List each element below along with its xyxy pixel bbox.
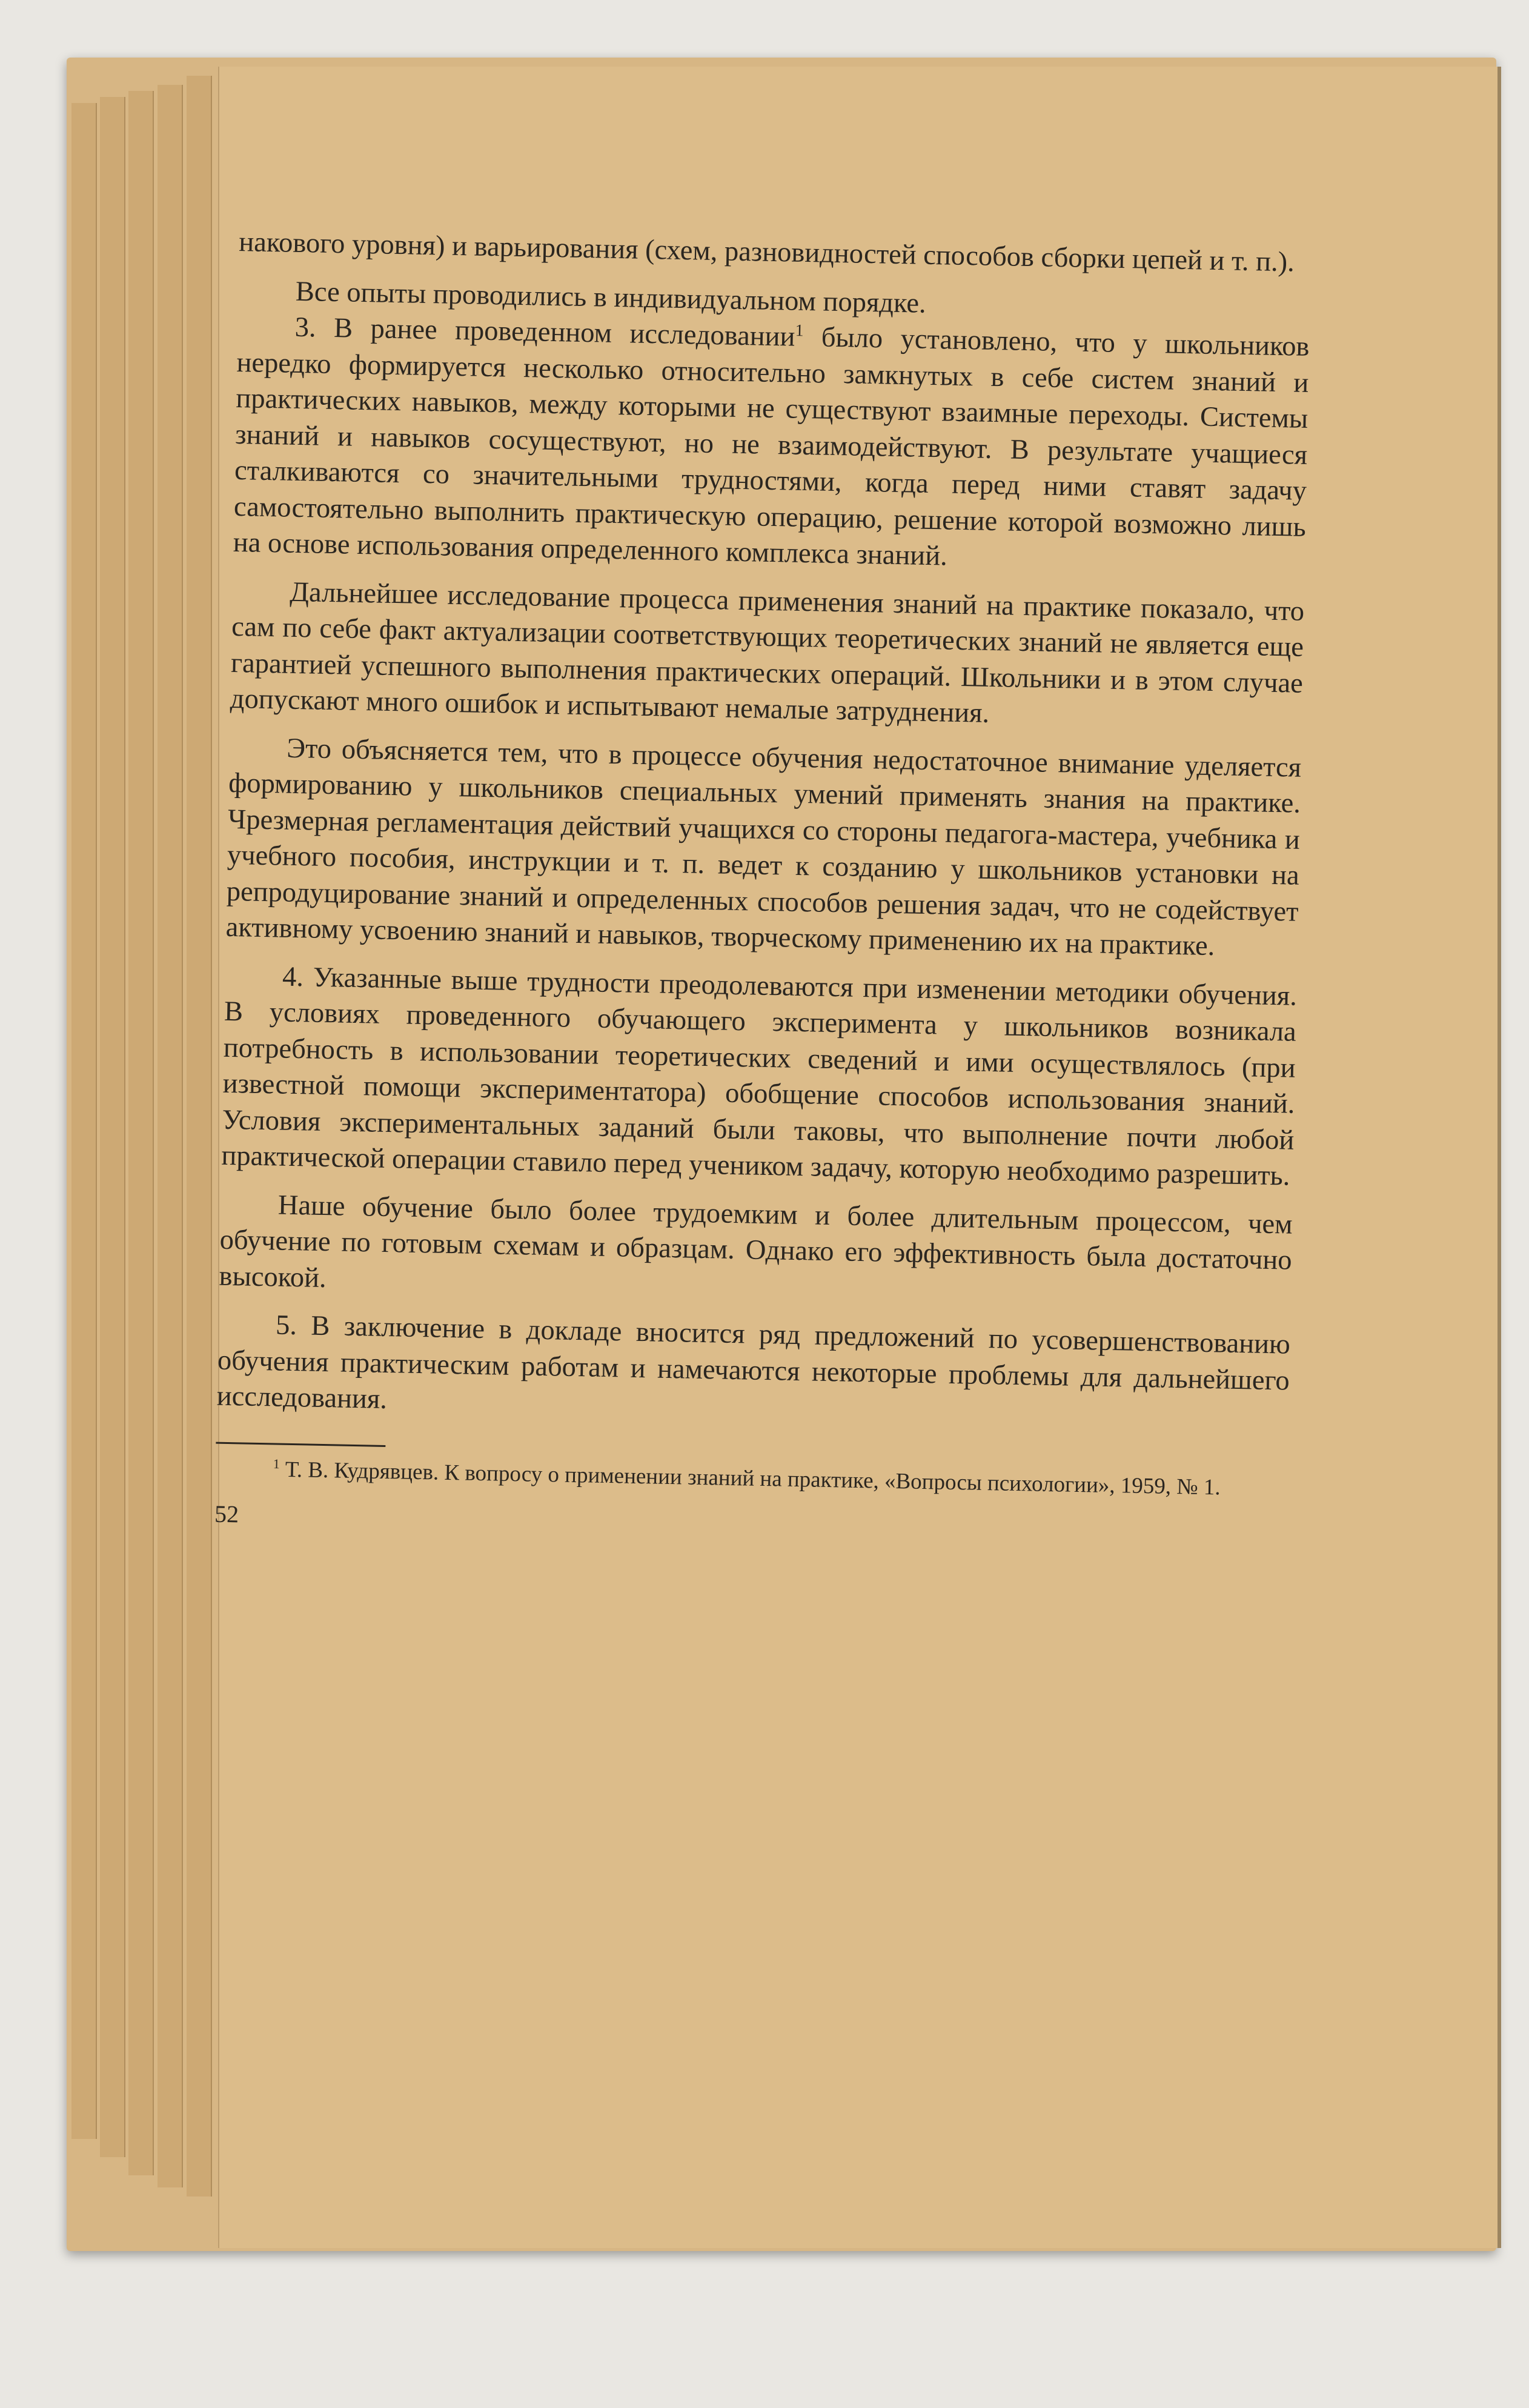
paragraph-4: Дальнейшее исследование процесса применения знаний на практике показало, что сам по себе факт актуализации соответствующих теоретических знаний не является еще гарантией успешного выполнения практических операций. Школьники и в этом случае допускают много ошибок и испытывают немалые затруднения. bbox=[230, 576, 1305, 729]
paragraph-3-body: было установлено, что у школьников нередко формируется несколько относительно замкнутых в себе систем знаний и практических навыков, между которыми не существуют взаимные переходы. Системы знаний и навыков сосуществуют, но не взаимодействуют. В результате учащиеся сталкиваются со значительными трудностями, когда перед ними ставят задачу самостоятельно выполнить практическую операцию, решение которой возможно лишь на основе использования определенного комплекса знаний. bbox=[233, 321, 1310, 572]
paragraph-1: накового уровня) и варьирования (схем, разновидностей способов сборки цепей и т. п.). bbox=[238, 226, 1295, 278]
footnote-text: Т. В. Кудрявцев. К вопросу о применении знаний на практике, «Вопросы психологии», 1959, № 1. bbox=[279, 1457, 1221, 1500]
paragraph-2: Все опыты проводились в индивидуальном порядке. bbox=[295, 276, 927, 319]
page-edge bbox=[100, 97, 125, 2157]
footnote-marker: 1 bbox=[795, 321, 804, 341]
footnote-divider bbox=[216, 1442, 385, 1446]
paragraph-3 bbox=[233, 308, 1310, 581]
paragraph-5: Это объясняется тем, что в процессе обучения недостаточное внимание уделяется формированию у школьников специальных умений применять знания на практике. Чрезмерная регламентация действий учащихся со стороны педагога-мастера, учебника и учебного пособия, инструкции и т. п. ведет к созданию у школьников установки на репродуцирование знаний и определенных способов решения задач, что не содействует активному усвоению знаний и навыков, творческому применению их на практике. bbox=[225, 733, 1302, 962]
footnote-number: 1 bbox=[273, 1455, 280, 1471]
page-text bbox=[214, 224, 1312, 1552]
page-edge bbox=[158, 85, 183, 2187]
paragraph-6: 4. Указанные выше трудности преодолеваются при изменении методики обучения. В условиях проведенного обучающего эксперимента у школьников возникала потребность в использовании теоретических сведений и ими осуществлялось (при известной помощи экспериментатора) обобщение способов использования знаний. Условия экспериментальных заданий были таковы, что выполнение почти любой практической операции ставило перед учеником задачу, которую необходимо разрешить. bbox=[221, 961, 1298, 1192]
page-edge bbox=[187, 76, 212, 2197]
page-edge bbox=[71, 103, 97, 2139]
paragraph-3-lead: 3. В ранее проведенном исследовании bbox=[294, 311, 795, 353]
page-number: 52 bbox=[214, 1500, 239, 1528]
page-edge bbox=[128, 91, 154, 2175]
paragraph-7: Наше обучение было более трудоемким и более длительным процессом, чем обучение по готовым схемам и образцам. Однако его эффективность была достаточно высокой. bbox=[219, 1189, 1293, 1294]
paragraph-8: 5. В заключение в докладе вносится ряд предложений по усовершенствованию обучения практическим работам и намечаются некоторые проблемы для дальнейшего исследования. bbox=[216, 1309, 1291, 1415]
footnote bbox=[215, 1454, 1288, 1503]
